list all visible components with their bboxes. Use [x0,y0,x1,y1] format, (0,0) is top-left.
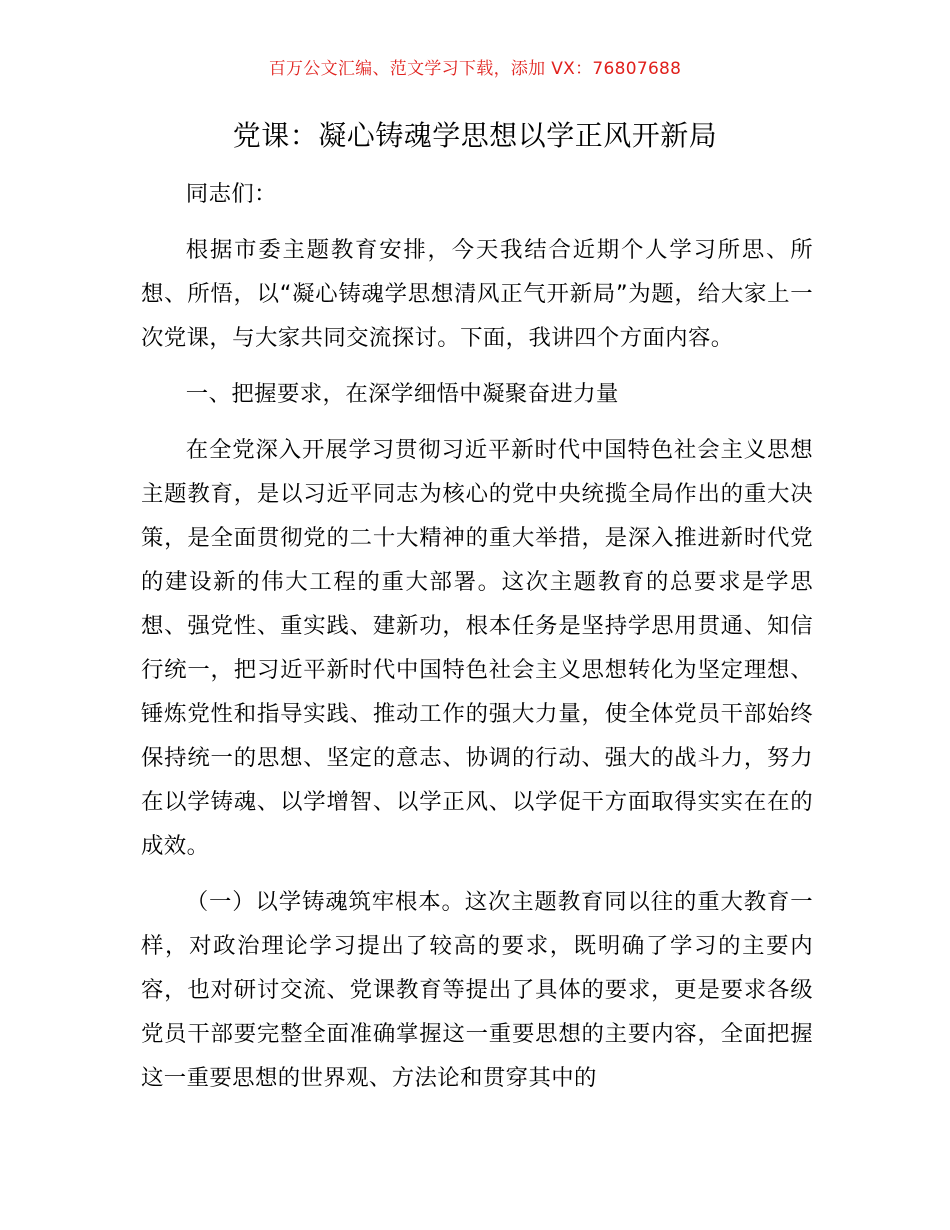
document-body [141,172,813,1100]
subsection-paragraph-1: （一）以学铸魂筑牢根本。这次主题教育同以往的重大教育一样，对政治理论学习提出了较高的要求，既明确了学习的主要内容，也对研讨交流、党课教育等提出了具体的要求，更是要求各级党员干部要完整全面准确掌握这一重要思想的主要内容，全面把握这一重要思想的世界观、方法论和贯穿其中的 [141,889,813,1091]
section-heading-1: 一、把握要求，在深学细悟中凝聚奋进力量 [185,381,619,407]
body-paragraph: 在全党深入开展学习贯彻习近平新时代中国特色社会主义思想主题教育，是以习近平同志为核心的党中央统揽全局作出的重大决策，是全面贯彻党的二十大精神的重大举措，是深入推进新时代党的建设新的伟大工程的重大部署。这次主题教育的总要求是学思想、强党性、重实践、建新功，根本任务是坚持学思用贯通、知信行统一，把习近平新时代中国特色社会主义思想转化为坚定理想、锤炼党性和指导实践、推动工作的强大力量，使全体党员干部始终保持统一的思想、坚定的意志、协调的行动、强大的战斗力，努力在以学铸魂、以学增智、以学正风、以学促干方面取得实实在在的成效。 [141,437,813,859]
document-title: 党课：凝心铸魂学思想以学正风开新局 [232,119,718,152]
watermark-header: 百万公文汇编、范文学习下载，添加 VX：76807688 [268,59,682,79]
salutation: 同志们： [185,181,277,207]
intro-paragraph: 根据市委主题教育安排，今天我结合近期个人学习所思、所想、所悟，以“凝心铸魂学思想清风正气开新局”为题，给大家上一次党课，与大家共同交流探讨。下面，我讲四个方面内容。 [141,237,813,351]
